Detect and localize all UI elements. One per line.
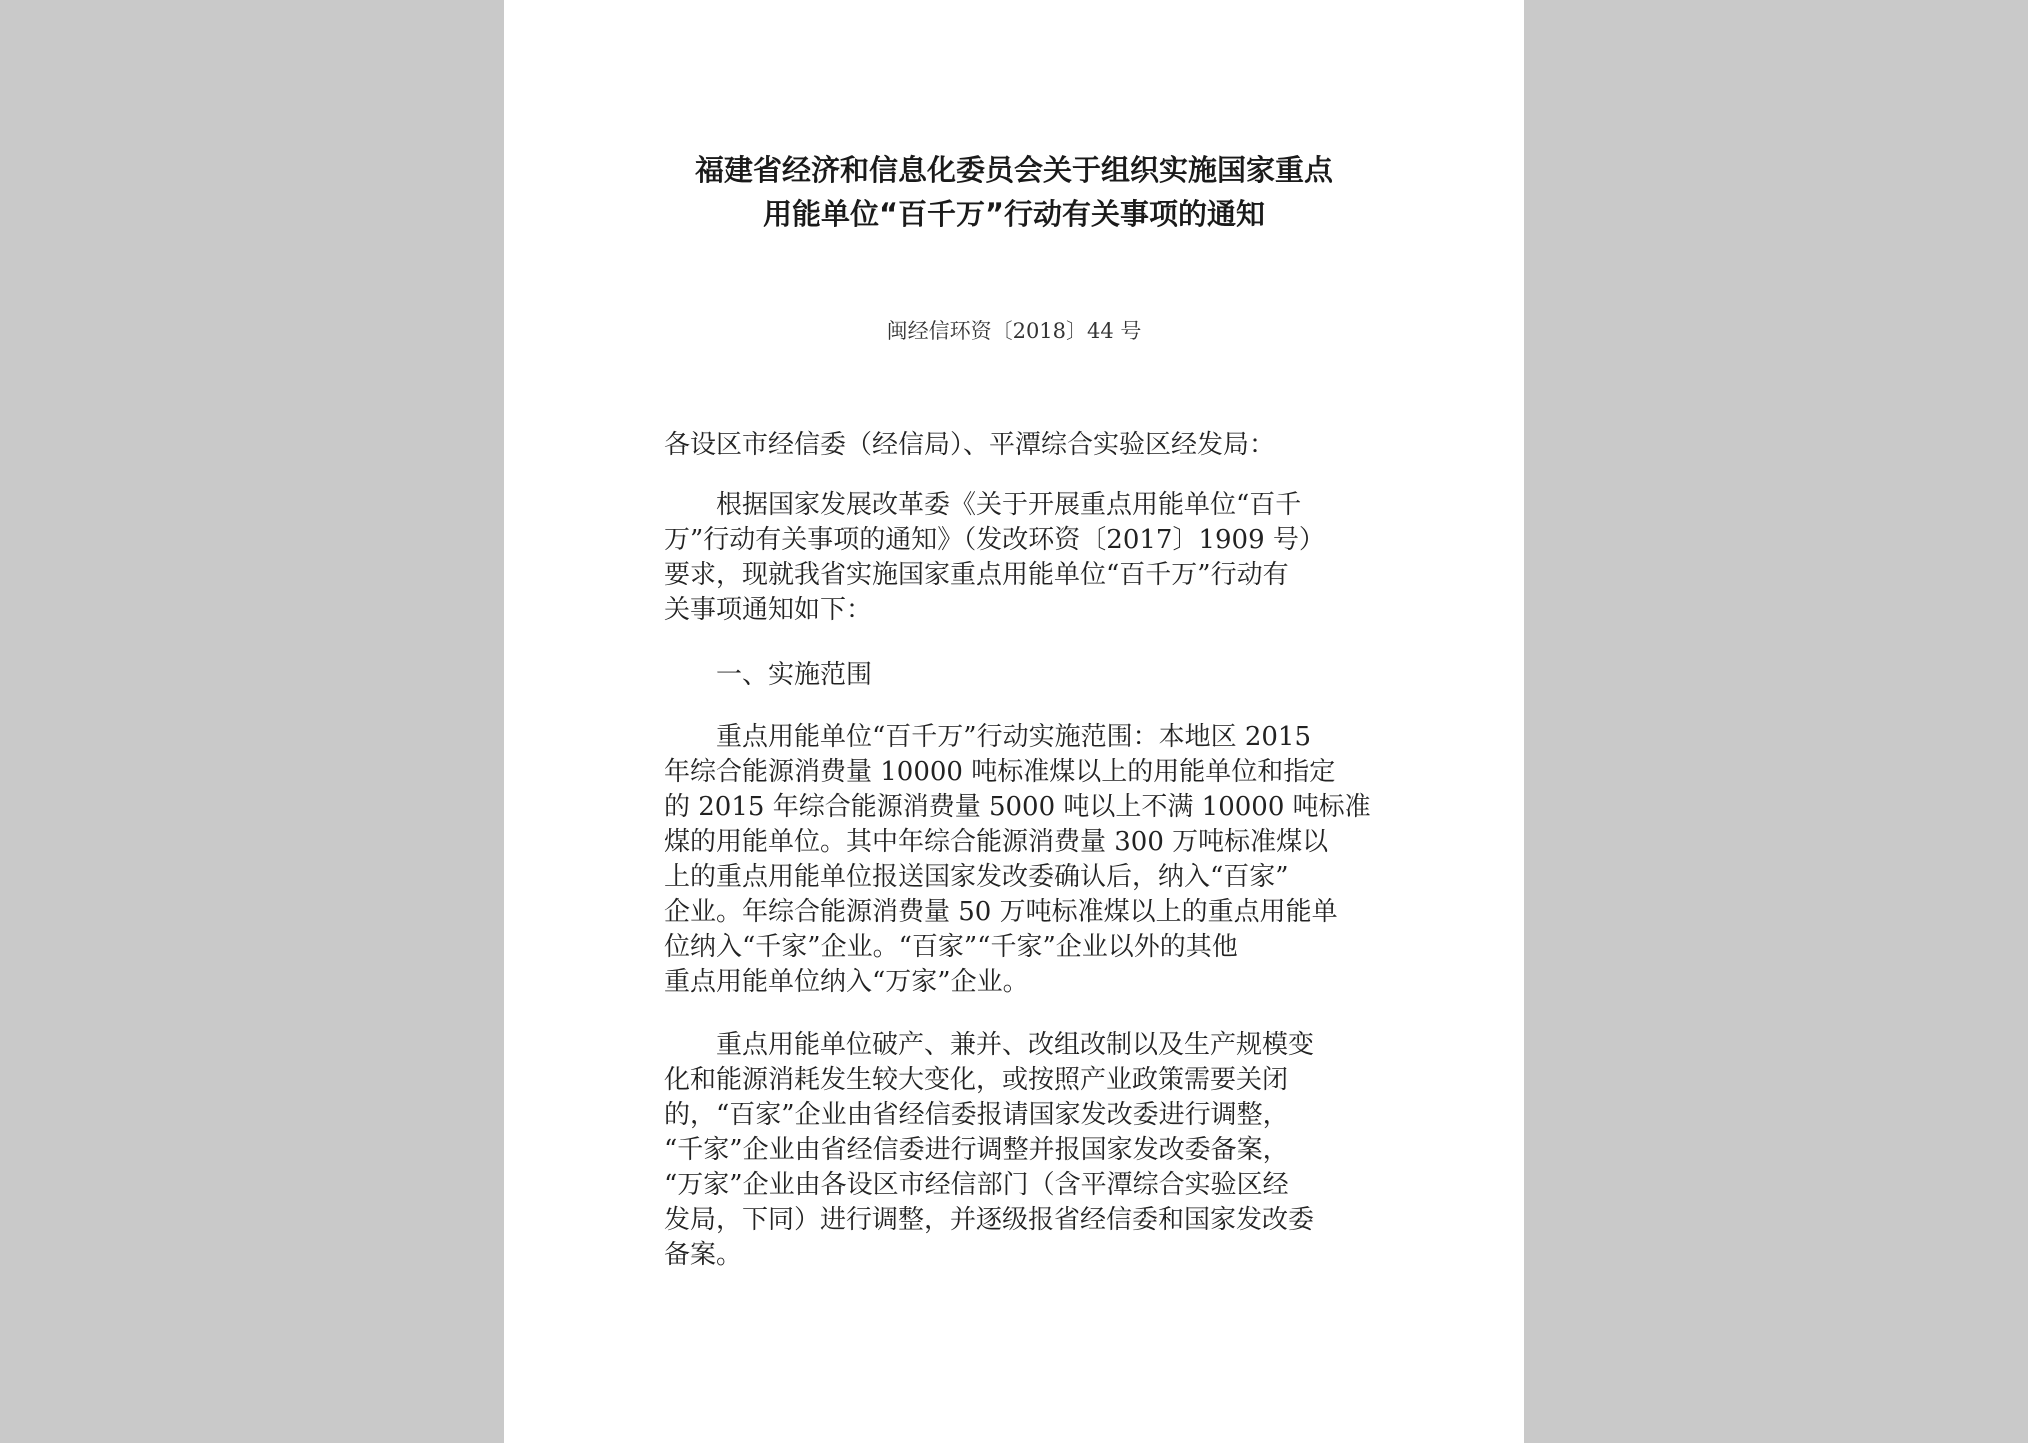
paragraph-line: 的，“百家”企业由省经信委报请国家发改委进行调整， <box>664 1100 1289 1130</box>
paragraph-line: 煤的用能单位。其中年综合能源消费量 300 万吨标准煤以 <box>664 827 1329 857</box>
section-heading-scope <box>664 658 1369 693</box>
paragraph-line: 万”行动有关事项的通知》（发改环资〔2017〕1909 号） <box>664 525 1325 555</box>
paragraph-line: 位纳入“千家”企业。“百家”“千家”企业以外的其他 <box>664 932 1238 962</box>
paragraph-line: “万家”企业由各设区市经信部门（含平潭综合实验区经 <box>664 1170 1289 1200</box>
paragraph-line: 重点用能单位纳入“万家”企业。 <box>664 967 1029 997</box>
document-page <box>504 0 1524 1443</box>
paragraph-line: 要求，现就我省实施国家重点用能单位“百千万”行动有 <box>664 560 1289 590</box>
section-heading-text: 一、实施范围 <box>716 660 873 690</box>
paragraph-line: 根据国家发展改革委《关于开展重点用能单位“百千 <box>716 490 1302 520</box>
paragraph-scope <box>664 720 1369 1000</box>
paragraph-line: 化和能源消耗发生较大变化，或按照产业政策需要关闭 <box>664 1065 1289 1095</box>
document-title <box>504 148 1524 236</box>
paragraph-line: 发局，下同）进行调整，并逐级报省经信委和国家发改委 <box>664 1205 1315 1235</box>
title-line-1: 福建省经济和信息化委员会关于组织实施国家重点 <box>694 153 1333 187</box>
paragraph-adjustment <box>664 1028 1369 1273</box>
document-number: 闽经信环资〔2018〕44 号 <box>886 319 1142 343</box>
paragraph-line: 重点用能单位“百千万”行动实施范围：本地区 2015 <box>716 722 1312 752</box>
paragraph-line: 年综合能源消费量 10000 吨标准煤以上的用能单位和指定 <box>664 757 1336 787</box>
paragraph-intro <box>664 488 1369 628</box>
paragraph-line: 企业。年综合能源消费量 50 万吨标准煤以上的重点用能单 <box>664 897 1338 927</box>
paragraph-line: 关事项通知如下： <box>664 595 873 625</box>
paragraph-line: 的 2015 年综合能源消费量 5000 吨以上不满 10000 吨标准 <box>664 792 1371 822</box>
paragraph-line: 重点用能单位破产、兼并、改组改制以及生产规模变 <box>716 1030 1315 1060</box>
paragraph-line: 上的重点用能单位报送国家发改委确认后，纳入“百家” <box>664 862 1289 892</box>
paragraph-line: “千家”企业由省经信委进行调整并报国家发改委备案， <box>664 1135 1289 1165</box>
paragraph-line: 备案。 <box>664 1240 743 1270</box>
salutation: 各设区市经信委（经信局）、平潭综合实验区经发局： <box>664 430 1276 460</box>
title-line-2: 用能单位“百千万”行动有关事项的通知 <box>762 197 1266 231</box>
